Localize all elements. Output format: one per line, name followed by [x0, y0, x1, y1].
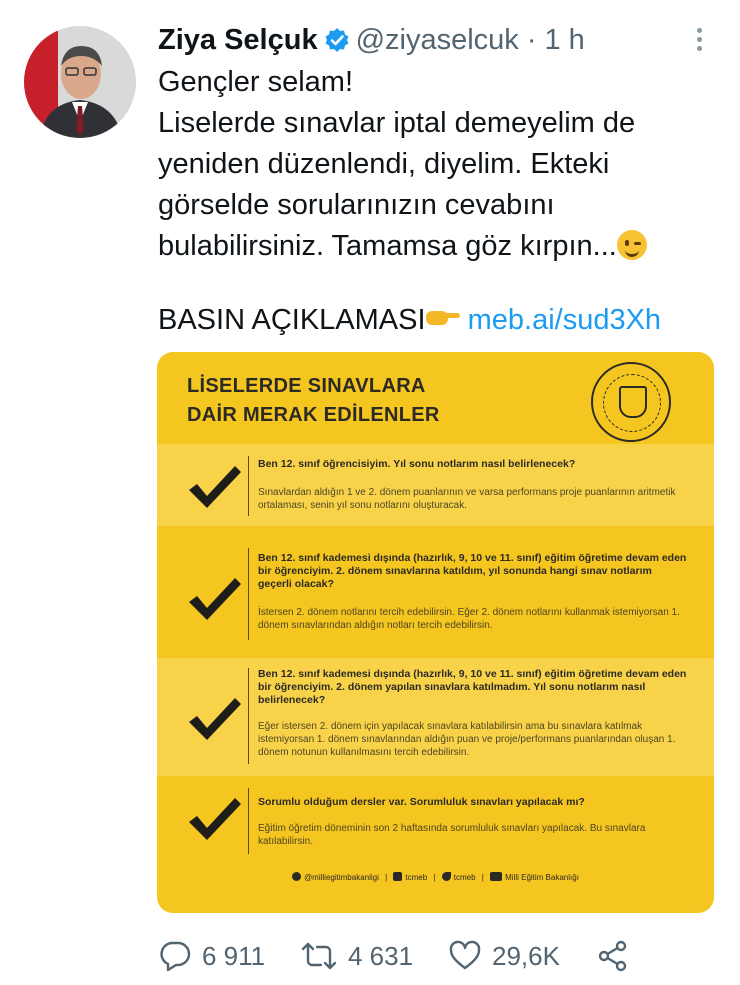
share-icon [596, 939, 630, 973]
retweet-icon [300, 939, 338, 973]
footer-instagram: tcmeb [405, 873, 428, 882]
reply-icon [158, 939, 192, 973]
like-button[interactable] [448, 936, 560, 976]
author-name[interactable]: Ziya Selçuk [158, 23, 318, 56]
youtube-icon [490, 872, 502, 881]
card-title-line-2: DAİR MERAK EDİLENLER [187, 404, 440, 426]
card-title [187, 372, 440, 430]
footer-twitter: tcmeb [453, 873, 476, 882]
pointing-hand-emoji-icon [426, 305, 460, 327]
footer-facebook: @milliegitimbakanligi [304, 873, 379, 882]
checkmark-icon [187, 796, 243, 842]
verified-badge-icon [324, 27, 350, 53]
checkmark-icon [187, 696, 243, 742]
qa-answer: Sınavlardan aldığın 1 ve 2. dönem puanlarının ve varsa performans proje puanlarının aritmetik ortalaması, senin yıl sonu notlarını oluşturacak. [258, 487, 676, 511]
qa-question: Ben 12. sınıf öğrencisiyim. Yıl sonu notlarım nasıl belirlenecek? [258, 458, 576, 470]
winking-face-emoji-icon [617, 230, 647, 260]
qa-question: Sorumlu olduğum dersler var. Sorumluluk sınavları yapılacak mı? [258, 796, 585, 808]
checkmark-icon [187, 464, 243, 510]
more-options-icon[interactable] [689, 24, 709, 54]
tweet-time[interactable]: 1 h [544, 23, 585, 56]
qa-answer: Eğer istersen 2. dönem için yapılacak sınavlara katılabilirsin ama bu sınavlara katılmak istemiyorsan 1. dönem sınavlarından aldığın puan ve proje/performans puanlarından oluşan 1. dönem notunun kullanılmasını tercih edebilirsin. [258, 721, 676, 758]
press-release-link[interactable]: meb.ai/sud3Xh [467, 304, 662, 336]
reply-button[interactable] [158, 936, 265, 976]
press-release-line [158, 304, 661, 337]
reply-count: 6 911 [202, 940, 266, 971]
facebook-icon [292, 872, 301, 881]
header-separator: · [526, 23, 537, 56]
tweet-actions [158, 936, 638, 976]
tweet-body: Gençler selam! Liselerde sınavlar iptal demeyelim de yeniden düzenlendi, diyelim. Ekteki görselde sorularınızın cevabını bulabilirsiniz. Tamamsa göz kırpın... [158, 66, 636, 262]
card-title-line-1: LİSELERDE SINAVLARA [187, 375, 426, 397]
footer-youtube: Milli Eğitim Bakanlığı [505, 873, 579, 882]
ministry-seal-icon [591, 362, 671, 442]
retweet-count: 4 631 [348, 940, 414, 971]
tweet-header [158, 22, 718, 58]
author-handle[interactable]: @ziyaselcuk [355, 23, 519, 56]
heart-icon [448, 939, 482, 973]
tweet-text [158, 62, 728, 267]
like-count: 29,6K [492, 940, 560, 971]
qa-question: Ben 12. sınıf kademesi dışında (hazırlık, 9, 10 ve 11. sınıf) eğitim öğretime devam eden bir öğrenciyim. 2. dönem yapılan sınavlara katılmadım. Yıl sonu notlarım nasıl belirlenecek? [258, 668, 687, 706]
twitter-icon [442, 872, 451, 881]
qa-item [157, 538, 714, 654]
checkmark-icon [187, 576, 243, 622]
card-footer: @milliegitimbakanligi | tcmeb | tcmeb | Milli Eğitim Bakanlığı [157, 872, 714, 882]
qa-answer: İstersen 2. dönem notlarını tercih edebilirsin. Eğer 2. dönem notlarını kullanmak istemiyorsan 1. dönem sınavlarından aldığın notları tercih edebilirsin. [258, 607, 680, 631]
retweet-button[interactable] [300, 936, 413, 976]
avatar[interactable] [24, 26, 136, 138]
attached-image[interactable] [157, 352, 714, 913]
press-release-label: BASIN AÇIKLAMASI [158, 304, 426, 336]
share-button[interactable] [596, 936, 640, 976]
qa-item [157, 778, 714, 862]
instagram-icon [393, 872, 402, 881]
qa-item [157, 658, 714, 776]
qa-item [157, 444, 714, 526]
qa-question: Ben 12. sınıf kademesi dışında (hazırlık, 9, 10 ve 11. sınıf) eğitim öğretime devam eden bir öğrenciyim. 2. dönem sınavlarına katıldım, yıl sonunda hangi sınav notlarım geçerli olacak? [258, 552, 687, 590]
qa-answer: Eğitim öğretim döneminin son 2 haftasında sorumluluk sınavları yapılacak. Bu sınavlara katılabilirsin. [258, 823, 646, 847]
